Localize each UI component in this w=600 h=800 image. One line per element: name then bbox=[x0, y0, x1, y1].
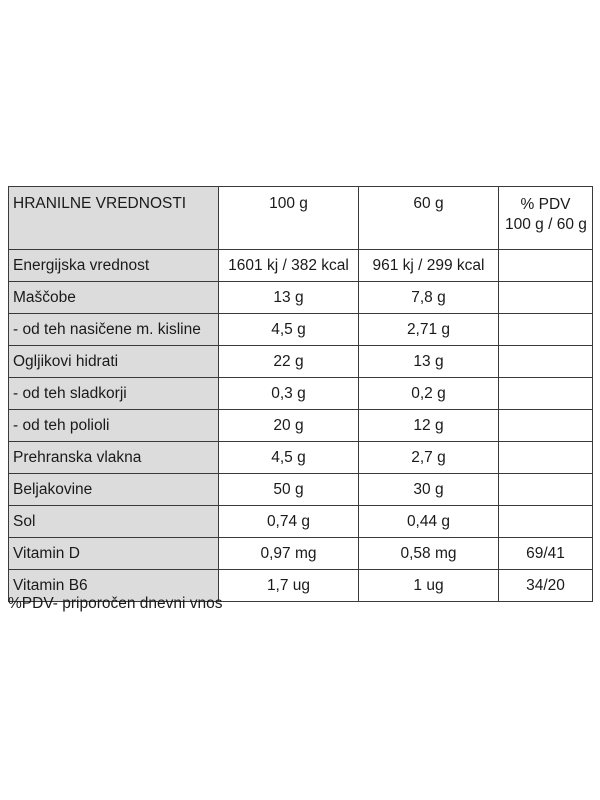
row-pdv-cell bbox=[499, 346, 593, 378]
row-label-cell: - od teh nasičene m. kisline bbox=[9, 314, 219, 346]
row-100g-cell: 1601 kj / 382 kcal bbox=[219, 250, 359, 282]
table-row bbox=[9, 474, 593, 506]
table-row bbox=[9, 506, 593, 538]
header-pdv-line2: 100 g / 60 g bbox=[505, 216, 587, 233]
row-60g-cell: 0,58 mg bbox=[359, 538, 499, 570]
row-60g-cell: 12 g bbox=[359, 410, 499, 442]
row-100g-cell: 22 g bbox=[219, 346, 359, 378]
table-row bbox=[9, 442, 593, 474]
row-60g-cell: 0,2 g bbox=[359, 378, 499, 410]
row-100g-cell: 4,5 g bbox=[219, 442, 359, 474]
row-60g-cell: 7,8 g bbox=[359, 282, 499, 314]
row-100g-cell: 1,7 ug bbox=[219, 570, 359, 602]
header-pdv-cell bbox=[499, 187, 593, 250]
row-60g-cell: 0,44 g bbox=[359, 506, 499, 538]
row-100g-cell: 50 g bbox=[219, 474, 359, 506]
table-row bbox=[9, 314, 593, 346]
row-pdv-cell bbox=[499, 250, 593, 282]
header-label-cell: HRANILNE VREDNOSTI bbox=[9, 187, 219, 250]
header-100g-cell: 100 g bbox=[219, 187, 359, 250]
row-label-cell: Sol bbox=[9, 506, 219, 538]
row-pdv-cell bbox=[499, 378, 593, 410]
row-pdv-cell bbox=[499, 474, 593, 506]
row-label-cell: Maščobe bbox=[9, 282, 219, 314]
row-60g-cell: 2,7 g bbox=[359, 442, 499, 474]
row-100g-cell: 4,5 g bbox=[219, 314, 359, 346]
row-label-cell: Energijska vrednost bbox=[9, 250, 219, 282]
row-60g-cell: 1 ug bbox=[359, 570, 499, 602]
table-row bbox=[9, 250, 593, 282]
row-pdv-cell: 34/20 bbox=[499, 570, 593, 602]
row-pdv-cell bbox=[499, 282, 593, 314]
table-row bbox=[9, 538, 593, 570]
row-label-cell: Vitamin D bbox=[9, 538, 219, 570]
row-pdv-cell bbox=[499, 410, 593, 442]
footnote: %PDV- priporočen dnevni vnos bbox=[8, 595, 223, 612]
row-60g-cell: 13 g bbox=[359, 346, 499, 378]
row-pdv-cell bbox=[499, 442, 593, 474]
header-pdv-line1: % PDV bbox=[520, 196, 571, 213]
row-100g-cell: 0,97 mg bbox=[219, 538, 359, 570]
nutrition-table bbox=[8, 186, 593, 602]
row-label-cell: Prehranska vlakna bbox=[9, 442, 219, 474]
row-100g-cell: 0,74 g bbox=[219, 506, 359, 538]
row-100g-cell: 0,3 g bbox=[219, 378, 359, 410]
row-label-cell: - od teh sladkorji bbox=[9, 378, 219, 410]
table-header-row bbox=[9, 187, 593, 250]
row-60g-cell: 30 g bbox=[359, 474, 499, 506]
row-100g-cell: 20 g bbox=[219, 410, 359, 442]
table-row bbox=[9, 410, 593, 442]
table-row bbox=[9, 282, 593, 314]
row-label-cell: - od teh polioli bbox=[9, 410, 219, 442]
row-100g-cell: 13 g bbox=[219, 282, 359, 314]
row-label-cell: Vitamin B6 bbox=[9, 570, 219, 602]
table-row bbox=[9, 346, 593, 378]
row-60g-cell: 961 kj / 299 kcal bbox=[359, 250, 499, 282]
table-row bbox=[9, 378, 593, 410]
header-60g-cell: 60 g bbox=[359, 187, 499, 250]
row-60g-cell: 2,71 g bbox=[359, 314, 499, 346]
row-label-cell: Beljakovine bbox=[9, 474, 219, 506]
row-pdv-cell bbox=[499, 506, 593, 538]
row-pdv-cell: 69/41 bbox=[499, 538, 593, 570]
row-label-cell: Ogljikovi hidrati bbox=[9, 346, 219, 378]
row-pdv-cell bbox=[499, 314, 593, 346]
